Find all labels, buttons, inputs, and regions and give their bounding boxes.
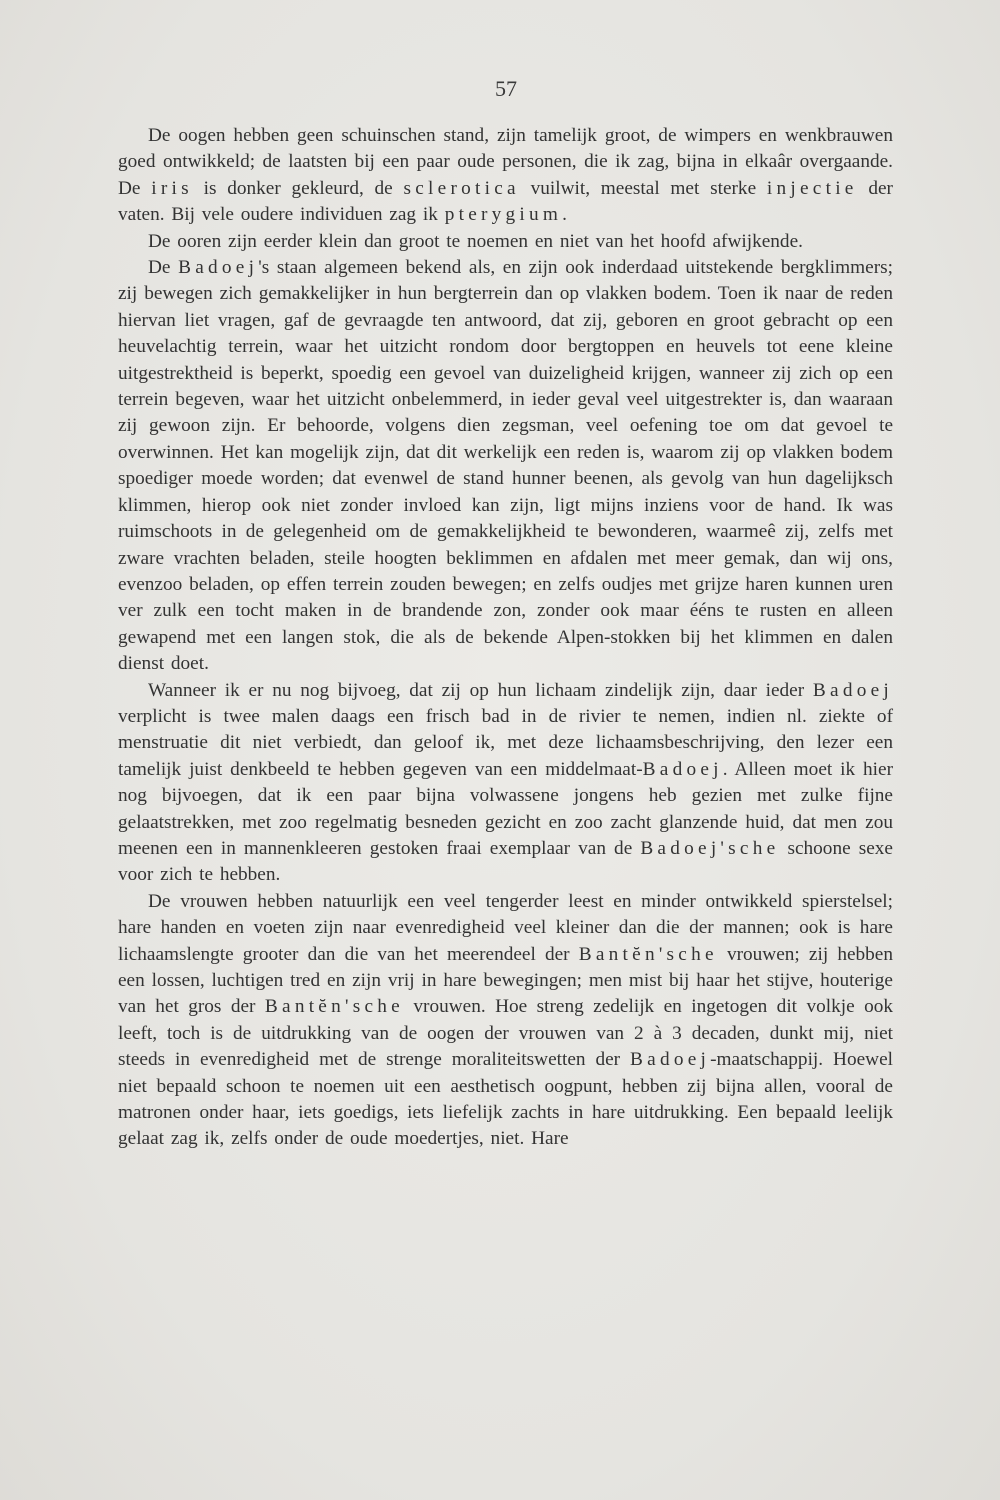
text-run: verplicht is twee malen daags een frisch bad in de rivier te nemen, indien nl. ziekte of menstruatie dit niet verbiedt, dan geloof ik, met deze lichaamsbeschrijving, den lezer een tamelijk juist denkbeeld te hebben gegeven van een middelmaat- — [118, 705, 893, 780]
spaced-emphasis-text: Badoej — [178, 257, 259, 279]
paragraph — [118, 123, 893, 229]
text-run: vuilwit, meestal met sterke — [519, 177, 767, 199]
text-run: vrouwen; zij hebben een lossen, luchtigen tred en zijn vrij in hare bewegingen; men mist bij haar het stijve, houterige van het gros der — [118, 943, 894, 1018]
page-number: 57 — [495, 76, 517, 101]
text-run: vrouwen. Hoe streng zedelijk en ingetogen dit volkje ook leeft, toch is de uitdrukking van de oogen der vrouwen van 2 à 3 decaden, dunkt mij, niet steeds in evenredigheid met de strenge moraliteitswetten der — [118, 996, 893, 1071]
paragraph — [118, 255, 893, 678]
text-run: 's staan algemeen bekend als, en zijn ook inderdaad uitstekende bergklimmers; zij bewegen zich gemakkelijker in hun bergterrein dan op vlakken bodem. Toen ik naar de reden hiervan liet vragen, gaf de gevraagde ten antwoord, dat zij, geboren en groot gebracht op een heuvelachtig terrein, waar het uitzicht rondom door bergtoppen en heuvels tot eene kleine uitgestrektheid is beperkt, spoedig een gevoel van duizeligheid krijgen, wanneer zij zich op een terrein begeven, waar het uitzicht onbelemmerd, in ieder geval veel uitgestrekter is, dan waaraan zij gewoon zijn. Er behoorde, volgens dien zegsman, veel oefening toe om dat gevoel te overwinnen. Het kan mogelijk zijn, dat dit werkelijk een reden is, waarom zij op vlakken bodem spoediger moede worden; dat evenwel de stand hunner beenen, als gevolg van hun dagelijksch klimmen, hierop ook niet zonder invloed kan zijn, ligt mijns inziens voor de hand. Ik was ruimschoots in de gelegenheid om de gemakkelijkheid te bewonderen, waarmeê zij, zelfs met zware vrachten beladen, steile hoogten beklimmen en afdalen met meer gemak, dan wij ons, evenzoo beladen, op effen terrein zouden bewegen; en zelfs oudjes met grijze haren kunnen uren ver zulk een tocht maken in de brandende zon, zonder ook maar ééns te rusten en alleen gewapend met een langen stok, die als de bekende Alpen-stokken bij het klimmen en dalen dienst doet. — [118, 257, 893, 675]
text-run: -maatschappij. Hoewel niet bepaald schoon te noemen uit een aesthetisch oogpunt, hebben zij bijna allen, vooral de matronen onder haar, iets goedigs, iets liefelijk zachts in hare uitdrukking. Een bepaald leelijk gelaat zag ik, zelfs onder de oude moedertjes, niet. Hare — [118, 1049, 893, 1150]
text-run: De vrouwen hebben natuurlijk een veel tengerder leest en minder ontwikkeld spierstelsel; hare handen en voeten zijn naar evenredigheid veel kleiner dan die der mannen; ook is hare lichaamslengte grooter dan die van het meerendeel der — [118, 890, 893, 965]
paragraph — [118, 229, 893, 255]
text-run: De — [148, 257, 179, 279]
spaced-emphasis-text: injectie — [766, 177, 858, 199]
spaced-emphasis-text: Bantĕn'sche — [264, 996, 404, 1018]
text-run: . — [562, 204, 567, 226]
text-run: De ooren zijn eerder klein dan groot te noemen en niet van het hoofd afwijkende. — [148, 230, 803, 252]
text-run: . Alleen moet ik hier nog bijvoegen, dat ik een paar bijna volwassene jongens heb gezien met zulke fijne gelaatstrekken, met zoo regelmatig besneden gezicht en zoo zacht glanzende huid, dat men zou meenen een in mannenkleeren gestoken fraai exemplaar van de — [118, 758, 894, 859]
text-run: De oogen hebben geen schuinschen stand, zijn tamelijk groot, de wimpers en wenkbrauwen goed ontwikkeld; de laatsten bij een paar oude personen, die ik zag, bijna in elkaâr overgaande. De — [118, 125, 893, 199]
body-text — [118, 123, 893, 1153]
spaced-emphasis-text: Badoej — [812, 679, 893, 701]
text-run: is donker gekleurd, de — [192, 177, 404, 199]
paragraph — [118, 889, 893, 1153]
paragraph — [118, 678, 893, 889]
spaced-emphasis-text: sclerotica — [403, 177, 520, 199]
spaced-emphasis-text: Badoej — [642, 758, 723, 780]
spaced-emphasis-text: Badoej'sche — [640, 837, 780, 859]
text-run: schoone sexe voor zich te hebben. — [118, 837, 893, 886]
spaced-emphasis-text: Bantĕn'sche — [578, 943, 718, 965]
spaced-emphasis-text: iris — [151, 177, 193, 199]
spaced-emphasis-text: pterygium — [444, 204, 563, 226]
spaced-emphasis-text: Badoej — [630, 1049, 711, 1071]
text-run: Wanneer ik er nu nog bijvoeg, dat zij op hun lichaam zindelijk zijn, daar ieder — [148, 679, 813, 701]
text-run: der vaten. Bij vele oudere individuen zag ik — [118, 177, 893, 226]
